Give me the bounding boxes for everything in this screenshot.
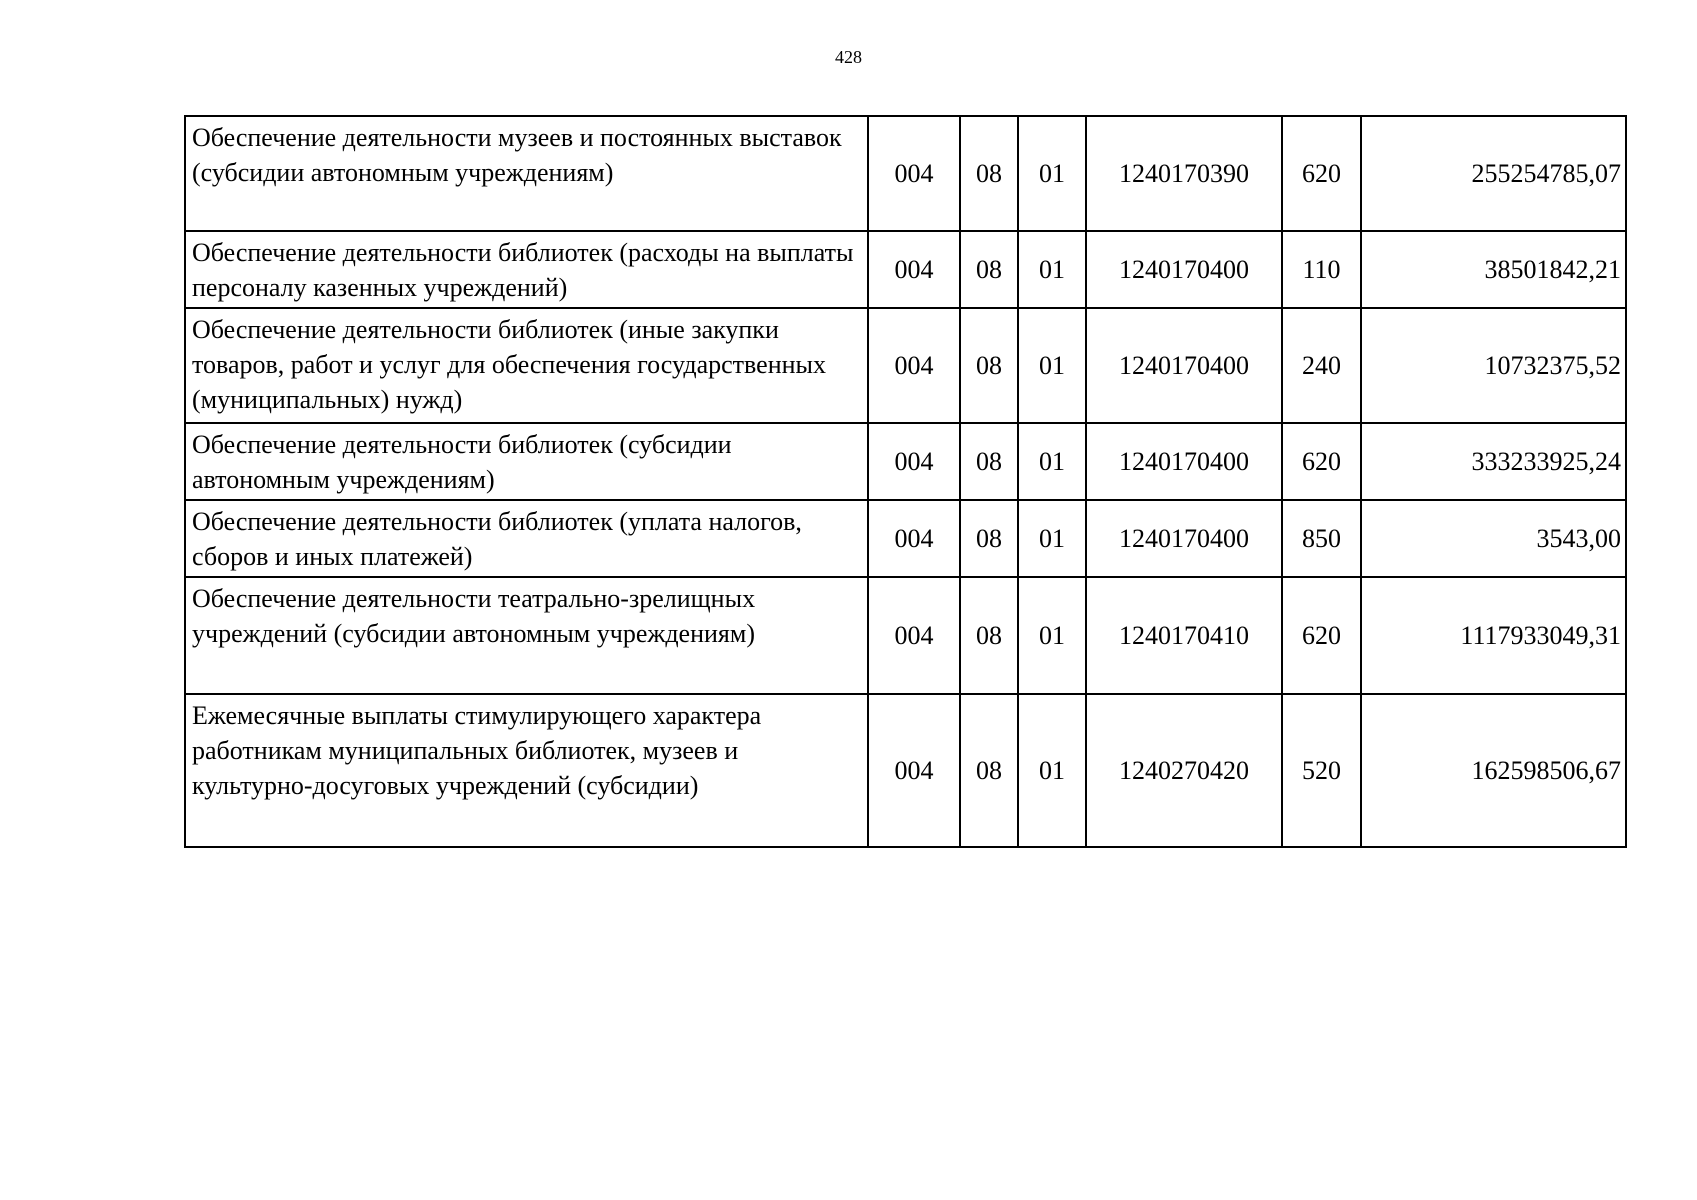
subsection-code: 01 — [1018, 577, 1086, 694]
section-code: 08 — [960, 577, 1018, 694]
expense-type-code: 850 — [1282, 500, 1361, 577]
subsection-code: 01 — [1018, 423, 1086, 500]
table-row — [185, 231, 1626, 308]
expense-type-code: 620 — [1282, 423, 1361, 500]
row-description: Обеспечение деятельности библиотек (расходы на выплаты персоналу казенных учреждений) — [185, 231, 868, 308]
amount: 1117933049,31 — [1361, 577, 1626, 694]
subsection-code: 01 — [1018, 694, 1086, 847]
expense-type-code: 520 — [1282, 694, 1361, 847]
table-row — [185, 423, 1626, 500]
amount: 333233925,24 — [1361, 423, 1626, 500]
department-code: 004 — [868, 423, 960, 500]
table-row — [185, 694, 1626, 847]
section-code: 08 — [960, 231, 1018, 308]
amount: 162598506,67 — [1361, 694, 1626, 847]
department-code: 004 — [868, 308, 960, 423]
row-description: Обеспечение деятельности библиотек (иные закупки товаров, работ и услуг для обеспечения государственных (муниципальных) нужд) — [185, 308, 868, 423]
table-row — [185, 577, 1626, 694]
target-article-code: 1240170400 — [1086, 423, 1282, 500]
row-description: Обеспечение деятельности театрально-зрелищных учреждений (субсидии автономным учреждениям) — [185, 577, 868, 694]
section-code: 08 — [960, 694, 1018, 847]
table-row — [185, 116, 1626, 231]
row-description: Ежемесячные выплаты стимулирующего характера работникам муниципальных библиотек, музеев и культурно-досуговых учреждений (субсидии) — [185, 694, 868, 847]
expense-type-code: 240 — [1282, 308, 1361, 423]
department-code: 004 — [868, 231, 960, 308]
section-code: 08 — [960, 116, 1018, 231]
target-article-code: 1240170390 — [1086, 116, 1282, 231]
target-article-code: 1240170410 — [1086, 577, 1282, 694]
target-article-code: 1240170400 — [1086, 231, 1282, 308]
expense-type-code: 620 — [1282, 577, 1361, 694]
expense-type-code: 110 — [1282, 231, 1361, 308]
budget-table — [184, 115, 1627, 848]
department-code: 004 — [868, 694, 960, 847]
amount: 3543,00 — [1361, 500, 1626, 577]
row-description: Обеспечение деятельности библиотек (субсидии автономным учреждениям) — [185, 423, 868, 500]
section-code: 08 — [960, 423, 1018, 500]
department-code: 004 — [868, 116, 960, 231]
target-article-code: 1240270420 — [1086, 694, 1282, 847]
amount: 10732375,52 — [1361, 308, 1626, 423]
page-number: 428 — [835, 47, 862, 67]
section-code: 08 — [960, 500, 1018, 577]
subsection-code: 01 — [1018, 308, 1086, 423]
table-row — [185, 500, 1626, 577]
target-article-code: 1240170400 — [1086, 308, 1282, 423]
subsection-code: 01 — [1018, 116, 1086, 231]
section-code: 08 — [960, 308, 1018, 423]
subsection-code: 01 — [1018, 231, 1086, 308]
table-row — [185, 308, 1626, 423]
expense-type-code: 620 — [1282, 116, 1361, 231]
department-code: 004 — [868, 577, 960, 694]
row-description: Обеспечение деятельности музеев и постоянных выставок (субсидии автономным учреждениям) — [185, 116, 868, 231]
amount: 255254785,07 — [1361, 116, 1626, 231]
subsection-code: 01 — [1018, 500, 1086, 577]
department-code: 004 — [868, 500, 960, 577]
amount: 38501842,21 — [1361, 231, 1626, 308]
row-description: Обеспечение деятельности библиотек (уплата налогов, сборов и иных платежей) — [185, 500, 868, 577]
target-article-code: 1240170400 — [1086, 500, 1282, 577]
